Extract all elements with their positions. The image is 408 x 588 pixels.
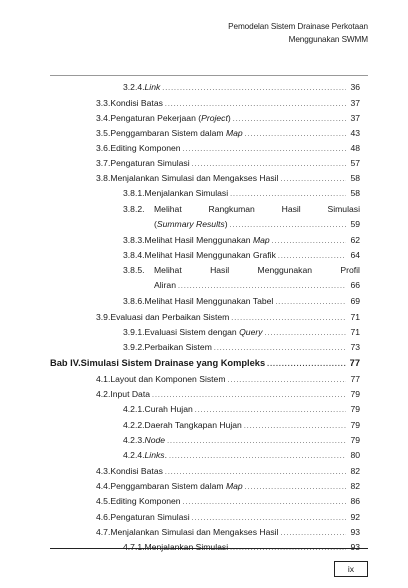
toc-leader-dots [265, 327, 346, 341]
toc-title [110, 510, 189, 524]
toc-title [145, 540, 229, 554]
toc-number: 4.2.4. [123, 450, 145, 460]
toc-title [81, 356, 265, 370]
toc-leader-dots [192, 512, 346, 526]
toc-leader-dots [162, 82, 346, 96]
toc-title-text: Evaluasi Sistem dengan [144, 327, 240, 337]
toc-leader-dots [165, 98, 346, 112]
toc-title-text: Pengaturan Simulasi [110, 158, 190, 168]
toc-title-word: Profil [340, 265, 360, 275]
toc-title-text: Pengaturan Pekerjaan ( [110, 113, 202, 123]
toc-title-text: Simulasi Sistem Drainase yang Kompleks [80, 358, 266, 368]
toc-title-text: Daerah Tangkapan Hujan [144, 420, 242, 430]
toc-title [110, 141, 180, 155]
toc-title [110, 479, 242, 493]
toc-leader-dots [152, 389, 346, 403]
toc-row [96, 464, 360, 478]
toc-leader-dots [280, 173, 346, 187]
toc-title-text: Kondisi Batas [110, 466, 163, 476]
toc-title [110, 111, 230, 125]
toc-page-number: 77 [349, 358, 360, 368]
toc-title-text: Melihat Hasil Menggunakan [144, 235, 253, 245]
toc-number: 3.5. [96, 128, 111, 138]
toc-leader-dots [195, 404, 346, 418]
toc-row [96, 96, 360, 110]
toc-page-number: 93 [350, 527, 360, 537]
toc-leader-dots [245, 128, 346, 142]
toc-number: 3.9.2. [123, 342, 145, 352]
toc-row [96, 479, 360, 493]
toc-row [123, 233, 360, 247]
toc-page-number: 58 [350, 188, 360, 198]
toc-title-text: Menjalankan Simulasi dan Mengakses Hasil [110, 173, 279, 183]
toc-title [154, 217, 228, 231]
toc-row [96, 510, 360, 524]
toc-title-italic: Node [144, 435, 166, 445]
toc-page-number: 57 [350, 158, 360, 168]
toc-row [123, 248, 360, 262]
toc-leader-dots [233, 113, 346, 127]
toc-number: 3.8. [96, 173, 111, 183]
toc-leader-dots [214, 342, 346, 356]
toc-title [110, 310, 229, 324]
toc-row [123, 294, 360, 308]
toc-page-number: 77 [350, 374, 360, 384]
toc-title [110, 464, 163, 478]
toc-title-text: ( [154, 219, 157, 229]
toc-number: 3.7. [96, 158, 111, 168]
toc-page-number: 59 [350, 219, 360, 229]
toc-title-text: Kondisi Batas [110, 98, 163, 108]
toc-number: 3.9.1. [123, 327, 145, 337]
toc-title-italic: Link [144, 82, 161, 92]
toc-page-number: 48 [350, 143, 360, 153]
toc-row [154, 217, 360, 231]
toc-page-number: 36 [350, 82, 360, 92]
toc-number: 4.2.1. [123, 404, 145, 414]
toc-title-text: Melihat Hasil Menggunakan Tabel [144, 296, 274, 306]
toc-number: 4.2.3. [123, 435, 145, 445]
toc-number: 3.8.4. [123, 250, 145, 260]
toc-leader-dots [280, 527, 346, 541]
toc-title-word: Menggunakan [257, 265, 313, 275]
toc-leader-dots [267, 358, 346, 372]
toc-row [123, 540, 360, 554]
toc-row [96, 141, 360, 155]
toc-title [145, 448, 167, 462]
toc-page-number: 79 [350, 389, 360, 399]
toc-title [154, 263, 360, 277]
toc-page-number: 66 [350, 280, 360, 290]
toc-number: 4.2. [96, 389, 111, 399]
toc-leader-dots [183, 143, 346, 157]
toc-title-word: Rangkuman [208, 204, 255, 214]
toc-row [96, 494, 360, 508]
toc-page-number: 71 [350, 312, 360, 322]
toc-title-text: Menjalankan Simulasi [144, 188, 229, 198]
toc-row [96, 111, 360, 125]
toc-title [154, 278, 176, 292]
toc-title-text: Penggambaran Sistem dalam [110, 481, 226, 491]
toc-leader-dots [227, 374, 346, 388]
toc-title-italic: Project [201, 113, 228, 123]
toc-title-text: Layout dan Komponen Sistem [110, 374, 226, 384]
toc-title-word: Melihat [154, 265, 182, 275]
toc-row [96, 156, 360, 170]
toc-leader-dots [178, 280, 346, 294]
toc-title-text: Evaluasi dan Perbaikan Sistem [110, 312, 230, 322]
toc-page-number: 69 [350, 296, 360, 306]
toc-row [123, 263, 360, 277]
toc-page-number: 82 [350, 481, 360, 491]
toc-number: 3.6. [96, 143, 111, 153]
toc-title-italic: Query [239, 327, 263, 337]
toc-number: 4.7.1. [123, 542, 145, 552]
toc-number: 3.9. [96, 312, 111, 322]
toc-leader-dots [231, 312, 346, 326]
toc-title-italic: Map [252, 235, 270, 245]
header-rule [50, 75, 368, 76]
toc-page-number: 93 [350, 542, 360, 552]
toc-row [123, 433, 360, 447]
toc-page-number: 80 [350, 450, 360, 460]
toc-title [110, 156, 189, 170]
toc-title-text: ) [227, 113, 231, 123]
toc-leader-dots [275, 296, 346, 310]
toc-page-number: 43 [350, 128, 360, 138]
toc-title [110, 387, 150, 401]
toc-title-text: Menjalankan Simulasi [144, 542, 229, 552]
toc-row [96, 525, 360, 539]
toc-page-number: 58 [350, 173, 360, 183]
toc-number: 3.8.2. [123, 204, 145, 214]
toc-title-text: Curah Hujan [144, 404, 193, 414]
toc-leader-dots [272, 235, 346, 249]
toc-row [96, 310, 360, 324]
toc-title [110, 494, 180, 508]
toc-title-word: Simulasi [327, 204, 360, 214]
toc-title-text: . [164, 450, 167, 460]
toc-title-italic: Links [144, 450, 165, 460]
toc-page-number: 79 [350, 420, 360, 430]
toc-chapter-row [50, 356, 360, 370]
toc-title [154, 202, 360, 216]
toc-title [145, 340, 212, 354]
toc-number: 3.8.5. [123, 265, 145, 275]
toc-title-italic: Map [225, 128, 243, 138]
toc-number: 3.8.6. [123, 296, 145, 306]
toc-title-text: Editing Komponen [110, 143, 181, 153]
toc-number: 4.7. [96, 527, 111, 537]
toc-row [123, 402, 360, 416]
toc-title-text: Menjalankan Simulasi dan Mengakses Hasil [110, 527, 279, 537]
toc-title [110, 126, 242, 140]
toc-row [123, 186, 360, 200]
toc-title [145, 325, 263, 339]
toc-number: 4.2.2. [123, 420, 145, 430]
toc-title-text: Perbaikan Sistem [144, 342, 212, 352]
toc-leader-dots [192, 158, 346, 172]
toc-leader-dots [167, 435, 346, 449]
toc-page-number: 71 [350, 327, 360, 337]
toc-number: 3.2.4. [123, 82, 145, 92]
toc-title-text: ) [224, 219, 228, 229]
toc-title-word: Melihat [154, 204, 182, 214]
page-number: ix [334, 561, 368, 577]
toc-number: 4.1. [96, 374, 111, 384]
toc-row [96, 171, 360, 185]
toc-leader-dots [245, 481, 346, 495]
toc-leader-dots [278, 250, 346, 264]
toc-title-italic: Map [225, 481, 243, 491]
toc-title-text: Input Data [110, 389, 150, 399]
toc-title-text: Editing Komponen [110, 496, 181, 506]
toc-number: 3.8.3. [123, 235, 145, 245]
toc-row [96, 126, 360, 140]
running-header [228, 20, 368, 46]
toc-title [145, 233, 270, 247]
toc-row [123, 340, 360, 354]
toc-leader-dots [244, 420, 346, 434]
toc-title-text: Penggambaran Sistem dalam [110, 128, 226, 138]
toc-leader-dots [230, 542, 346, 556]
toc-leader-dots [230, 219, 346, 233]
toc-title [145, 433, 166, 447]
toc-title-text: Aliran [154, 280, 176, 290]
toc-page-number: 82 [350, 466, 360, 476]
running-header-line-2: Menggunakan SWMM [288, 35, 368, 44]
toc-title-word: Hasil [281, 204, 301, 214]
toc-number: 3.3. [96, 98, 111, 108]
toc-page-number: 79 [350, 404, 360, 414]
toc-page-number: 37 [350, 113, 360, 123]
toc-number: 4.3. [96, 466, 111, 476]
toc-title-text: Melihat Hasil Menggunakan Grafik [144, 250, 276, 260]
toc-number: 4.4. [96, 481, 111, 491]
toc-row [123, 418, 360, 432]
toc-title-italic: Summary Results [156, 219, 225, 229]
toc-leader-dots [183, 496, 346, 510]
toc-page-number: 79 [350, 435, 360, 445]
toc-title [110, 372, 225, 386]
toc-leader-dots [169, 450, 346, 464]
toc-number: Bab IV. [50, 358, 81, 368]
toc-row [154, 278, 360, 292]
running-header-line-1: Pemodelan Sistem Drainase Perkotaan [228, 22, 368, 31]
toc-title [145, 80, 161, 94]
toc-number: 4.5. [96, 496, 111, 506]
toc-number: 3.8.1. [123, 188, 145, 198]
toc-title [110, 96, 163, 110]
toc-title [145, 186, 229, 200]
toc-number: 3.4. [96, 113, 111, 123]
toc-title [145, 418, 242, 432]
toc-title [145, 402, 193, 416]
toc-title [145, 294, 274, 308]
toc-page-number: 73 [350, 342, 360, 352]
toc-page-number: 64 [350, 250, 360, 260]
footer-rule [50, 548, 368, 549]
toc-page-number: 86 [350, 496, 360, 506]
toc-page-number: 37 [350, 98, 360, 108]
toc-row [96, 387, 360, 401]
toc-number: 4.6. [96, 512, 111, 522]
toc-row [96, 372, 360, 386]
toc-title [145, 248, 276, 262]
toc-page-number: 92 [350, 512, 360, 522]
toc-row [123, 448, 360, 462]
toc-title [110, 525, 278, 539]
toc-leader-dots [230, 188, 346, 202]
toc-leader-dots [165, 466, 346, 480]
toc-row [123, 325, 360, 339]
toc-title-word: Hasil [210, 265, 230, 275]
toc-row [123, 202, 360, 216]
toc-page-number: 62 [350, 235, 360, 245]
toc-row [123, 80, 360, 94]
toc-title-text: Pengaturan Simulasi [110, 512, 190, 522]
toc-title [110, 171, 278, 185]
